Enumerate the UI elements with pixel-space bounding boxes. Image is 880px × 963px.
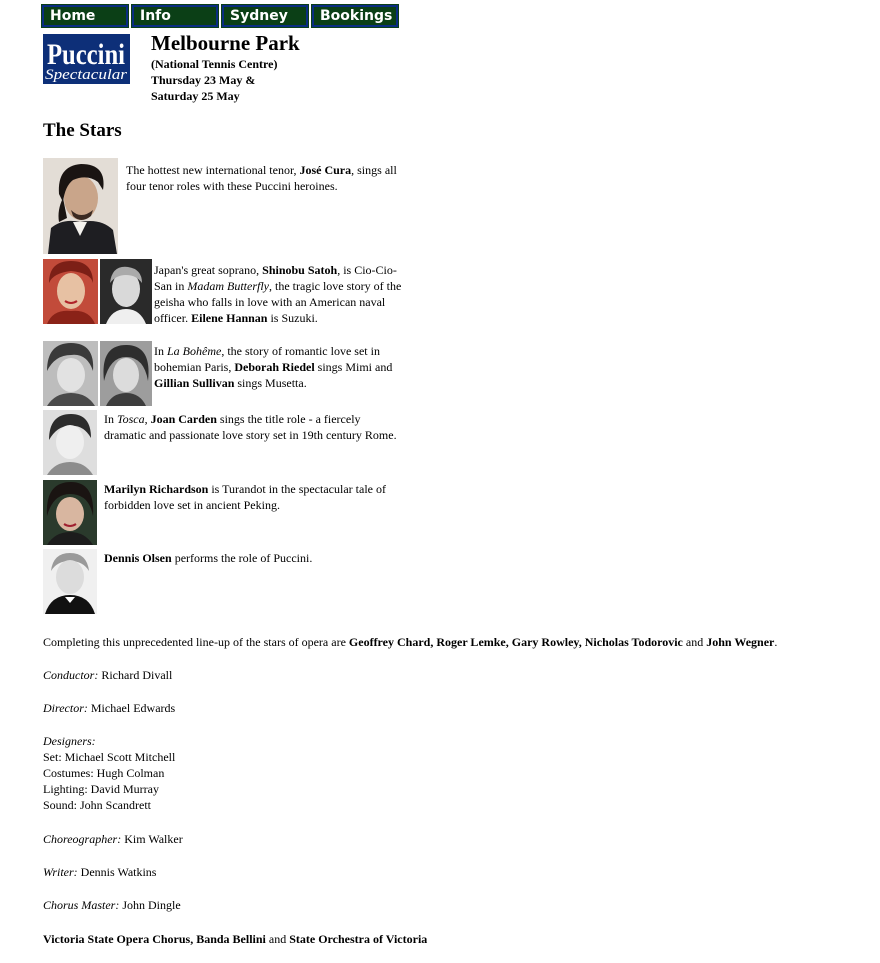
svg-text:Spectacular: Spectacular xyxy=(45,67,128,83)
choreographer-credit: Choreographer: Kim Walker xyxy=(43,832,183,846)
chorus-master-credit: Chorus Master: John Dingle xyxy=(43,898,181,912)
shinobu-satoh-photo xyxy=(43,259,98,324)
bio-shinobu-satoh: Japan's great soprano, Shinobu Satoh, is Cio-Cio-San in Madam Butterfly, the tragic love story of the geisha who falls in love with an American naval officer. Eilene Hannan is Suzuki. xyxy=(154,263,402,325)
designer-sound: Sound: John Scandrett xyxy=(43,798,151,812)
svg-text:Puccini: Puccini xyxy=(47,38,125,71)
puccini-spectacular-logo xyxy=(43,34,130,84)
designers-credit: Designers: Set: Michael Scott Mitchell Costumes: Hugh Colman Lighting: David Murray Sound: John Scandrett xyxy=(43,734,176,812)
dennis-olsen-photo xyxy=(43,549,97,614)
joan-carden-photo xyxy=(43,410,97,475)
director-credit: Director: Michael Edwards xyxy=(43,701,176,715)
bio-dennis-olsen: Dennis Olsen performs the role of Puccini. xyxy=(104,551,313,565)
venue-name: (National Tennis Centre) xyxy=(151,57,278,71)
bio-la-boheme: In La Bohême, the story of romantic love set in bohemian Paris, Deborah Riedel sings Mimi and Gillian Sullivan sings Musetta. xyxy=(154,344,393,390)
conductor-credit: Conductor: Richard Divall xyxy=(43,668,173,682)
designer-costumes: Costumes: Hugh Colman xyxy=(43,766,165,780)
lineup-paragraph: Completing this unprecedented line-up of the stars of opera are Geoffrey Chard, Roger Lemke, Gary Rowley, Nicholas Todorovic and John Wegner. xyxy=(43,635,778,649)
nav-bookings-button[interactable]: Bookings xyxy=(312,5,398,27)
date-line-2: Saturday 25 May xyxy=(151,89,240,103)
designer-lighting: Lighting: David Murray xyxy=(43,782,159,796)
deborah-riedel-photo xyxy=(43,341,98,406)
top-nav xyxy=(42,5,398,27)
nav-info-button[interactable]: Info xyxy=(132,5,218,27)
date-line-1: Thursday 23 May & xyxy=(151,73,256,87)
nav-home-button[interactable]: Home xyxy=(42,5,128,27)
ensemble-credit: Victoria State Opera Chorus, Banda Bellini and State Orchestra of Victoria xyxy=(43,932,428,946)
eilene-hannan-photo xyxy=(100,259,152,324)
bio-joan-carden: In Tosca, Joan Carden sings the title role - a fiercely dramatic and passionate love story set in 19th century Rome. xyxy=(104,412,397,442)
nav-sydney-button[interactable]: Sydney xyxy=(222,5,308,27)
venue-title: Melbourne Park xyxy=(151,31,300,55)
gillian-sullivan-photo xyxy=(100,341,152,406)
writer-credit: Writer: Dennis Watkins xyxy=(43,865,157,879)
section-title: The Stars xyxy=(43,120,122,141)
bio-marilyn-richardson: Marilyn Richardson is Turandot in the spectacular tale of forbidden love set in ancient Peking. xyxy=(104,482,386,512)
venue-details xyxy=(151,56,277,104)
jose-cura-photo xyxy=(43,158,118,254)
marilyn-richardson-photo xyxy=(43,480,97,545)
designer-set: Set: Michael Scott Mitchell xyxy=(43,750,176,764)
bio-jose-cura: The hottest new international tenor, José Cura, sings all four tenor roles with these Puccini heroines. xyxy=(126,163,397,193)
